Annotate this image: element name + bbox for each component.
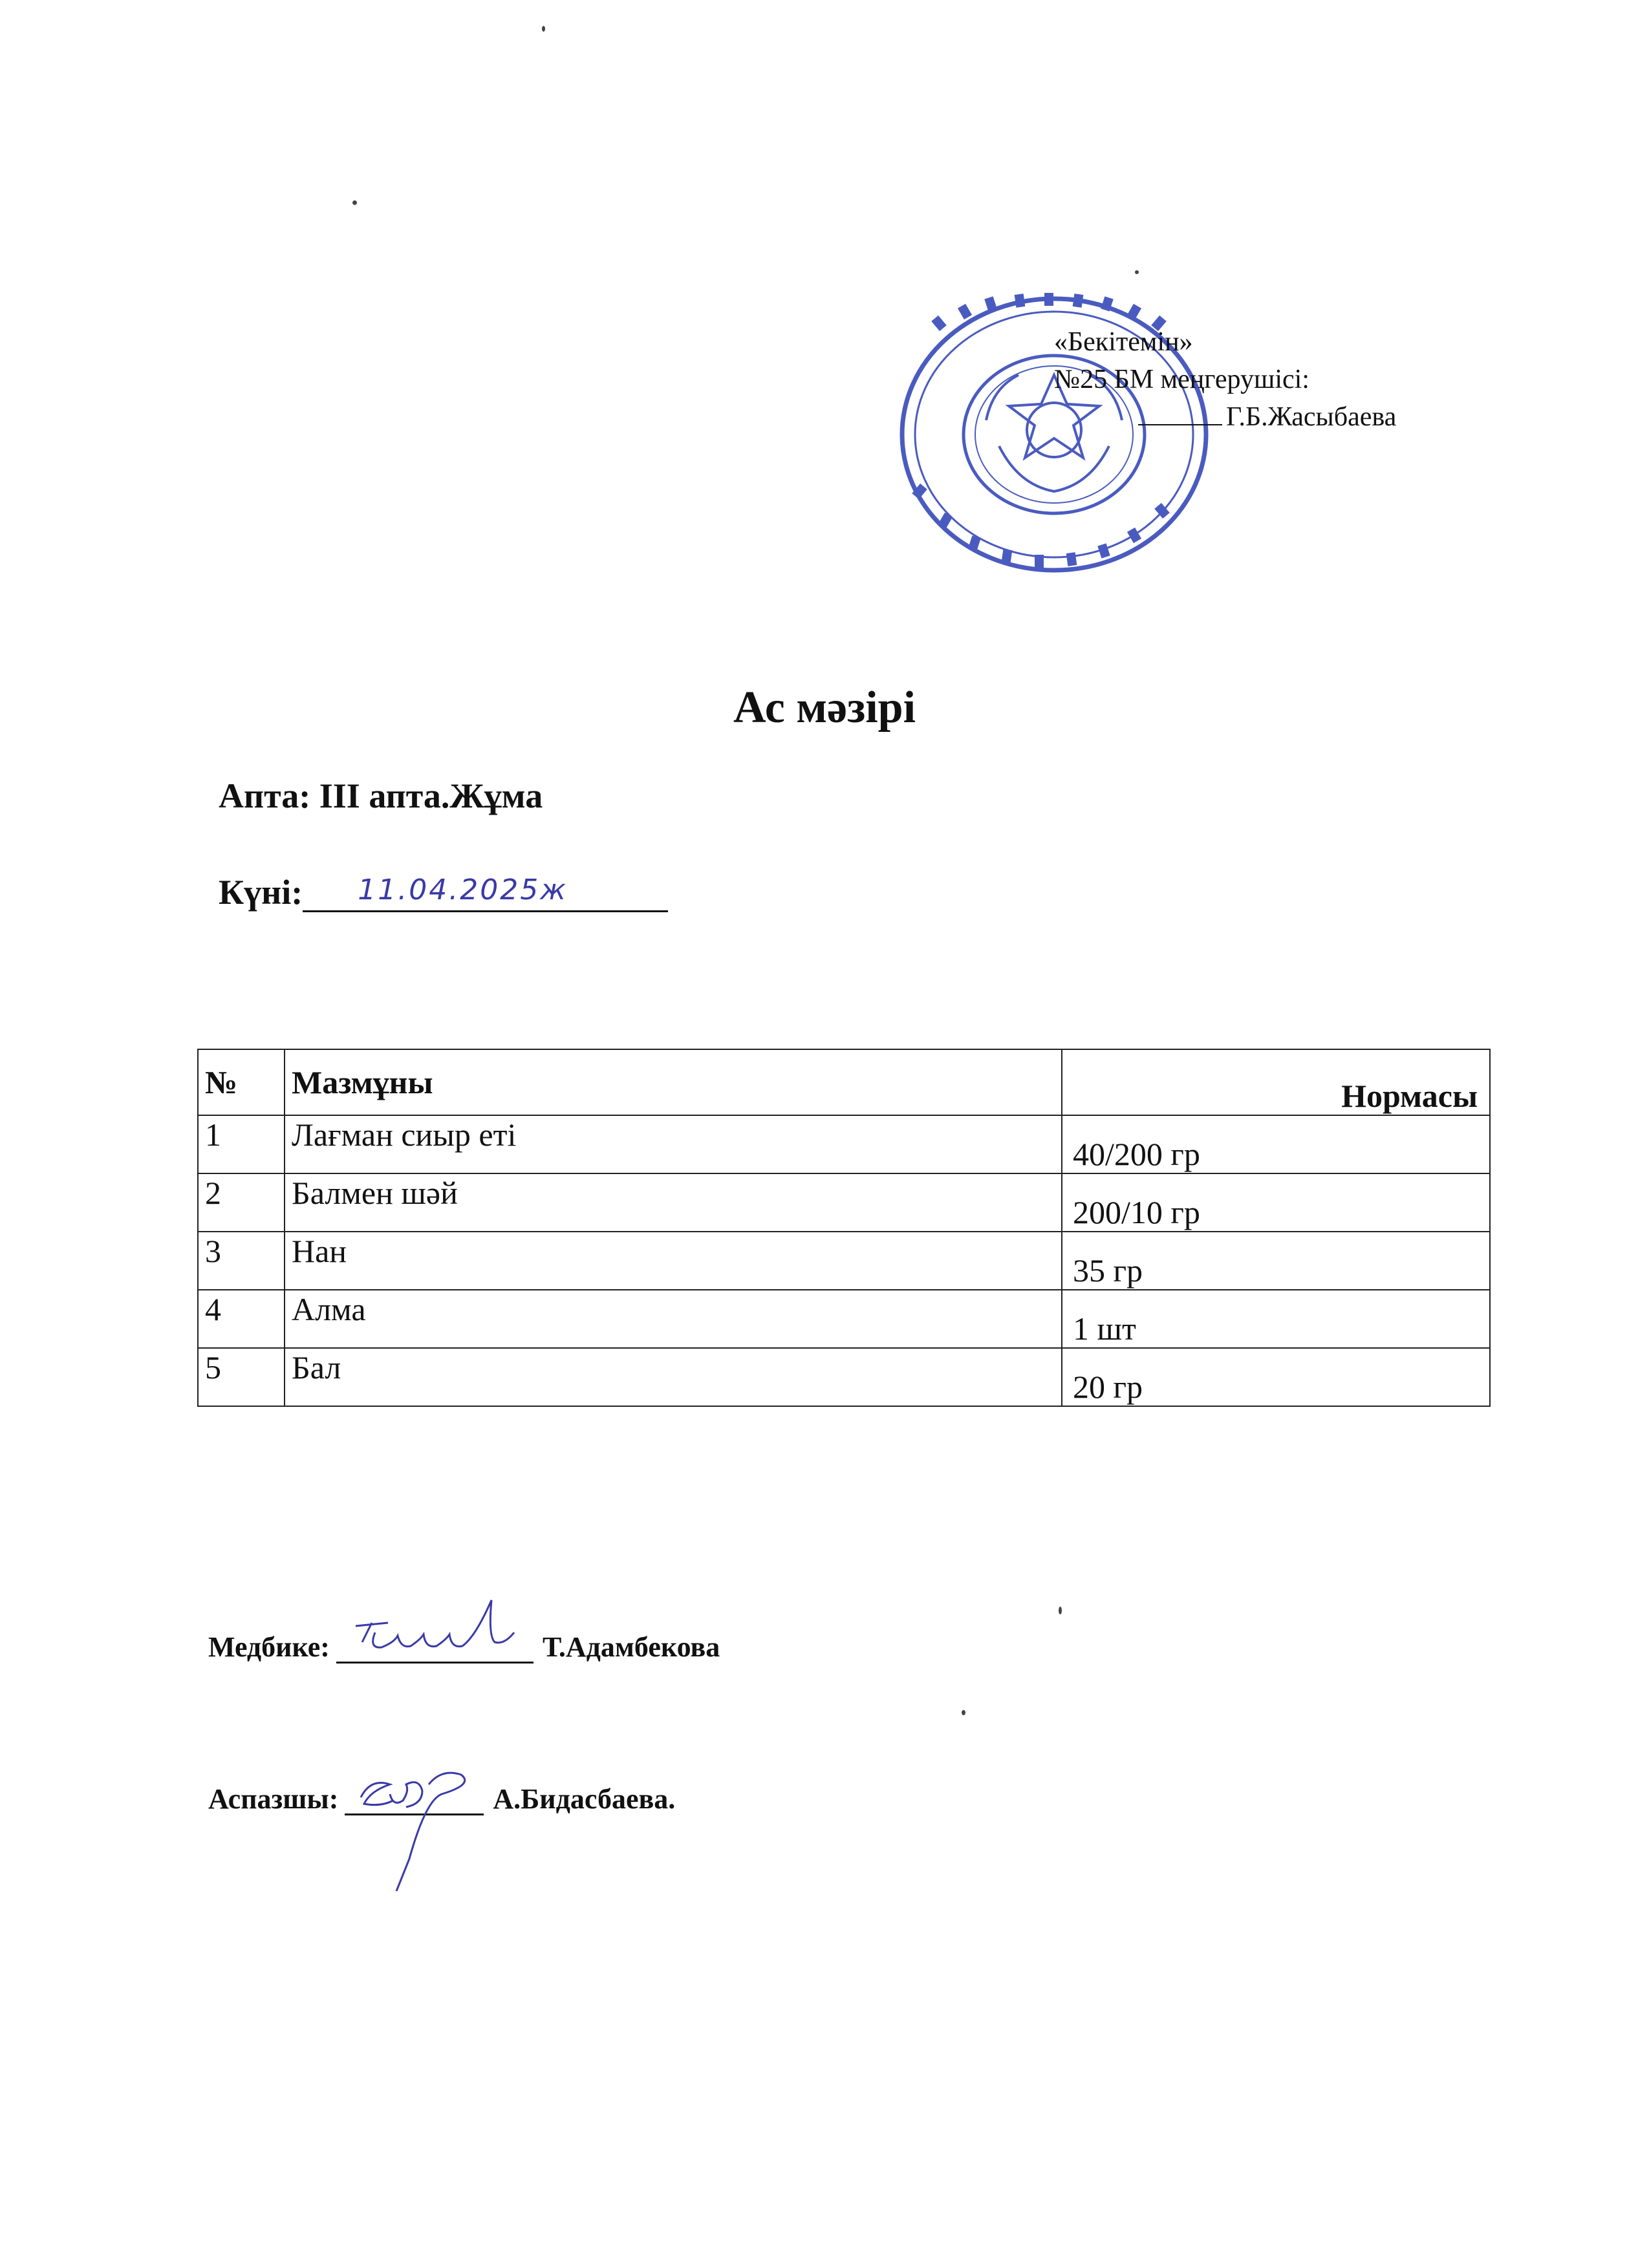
- row-item: Бал: [285, 1348, 1062, 1406]
- nurse-signature-field: [336, 1629, 534, 1664]
- row-number: 2: [198, 1173, 285, 1232]
- cook-label: Аспазшы:: [208, 1783, 339, 1815]
- cook-signature-field: [345, 1781, 484, 1815]
- row-norm: 20 гр: [1062, 1348, 1490, 1406]
- approval-block: [1054, 323, 1396, 436]
- row-item: Лағман сиыр еті: [285, 1115, 1062, 1173]
- approval-signature-line: [1138, 424, 1222, 425]
- scan-speck: [542, 26, 545, 32]
- date-label: Күні:: [219, 873, 303, 912]
- row-item: Балмен шәй: [285, 1173, 1062, 1232]
- table-row: [198, 1290, 1490, 1348]
- row-norm: 1 шт: [1062, 1290, 1490, 1348]
- nurse-signature-icon: [336, 1597, 534, 1674]
- cook-signature-icon: [345, 1755, 493, 1904]
- column-header-number: №: [198, 1049, 285, 1115]
- scan-speck: [962, 1710, 965, 1715]
- row-number: 4: [198, 1290, 285, 1348]
- row-norm: 40/200 гр: [1062, 1115, 1490, 1173]
- row-item: Нан: [285, 1232, 1062, 1290]
- nurse-label: Медбике:: [208, 1631, 330, 1663]
- nurse-signature-row: [208, 1629, 720, 1664]
- approval-name-line: [1138, 398, 1396, 436]
- scan-speck: [1059, 1607, 1062, 1614]
- nurse-name: Т.Адамбекова: [542, 1631, 720, 1663]
- approval-heading: «Бекітемін»: [1054, 327, 1193, 357]
- row-norm: 200/10 гр: [1062, 1173, 1490, 1232]
- row-number: 1: [198, 1115, 285, 1173]
- scan-speck: [352, 200, 357, 205]
- table-row: [198, 1173, 1490, 1232]
- week-label: Апта: III апта.Жұма: [219, 776, 543, 815]
- table-row: [198, 1232, 1490, 1290]
- row-number: 5: [198, 1348, 285, 1406]
- row-item: Алма: [285, 1290, 1062, 1348]
- scan-speck: [1135, 270, 1139, 274]
- table-header-row: [198, 1049, 1490, 1115]
- date-field: [303, 872, 668, 912]
- date-value: 11.04.2025ж: [358, 873, 568, 906]
- date-row: [219, 872, 668, 912]
- approval-name: Г.Б.Жасыбаева: [1226, 402, 1397, 432]
- approval-position: №25 БМ меңгерушісі:: [1054, 365, 1310, 394]
- cook-signature-row: [208, 1781, 675, 1815]
- page-title: Ас мәзірі: [733, 683, 916, 733]
- column-header-norm: Нормасы: [1062, 1049, 1490, 1115]
- table-row: [198, 1348, 1490, 1406]
- cook-name: А.Бидасбаева.: [493, 1783, 676, 1815]
- menu-table: [197, 1049, 1491, 1407]
- table-row: [198, 1115, 1490, 1173]
- row-norm: 35 гр: [1062, 1232, 1490, 1290]
- row-number: 3: [198, 1232, 285, 1290]
- column-header-content: Мазмұны: [285, 1049, 1062, 1115]
